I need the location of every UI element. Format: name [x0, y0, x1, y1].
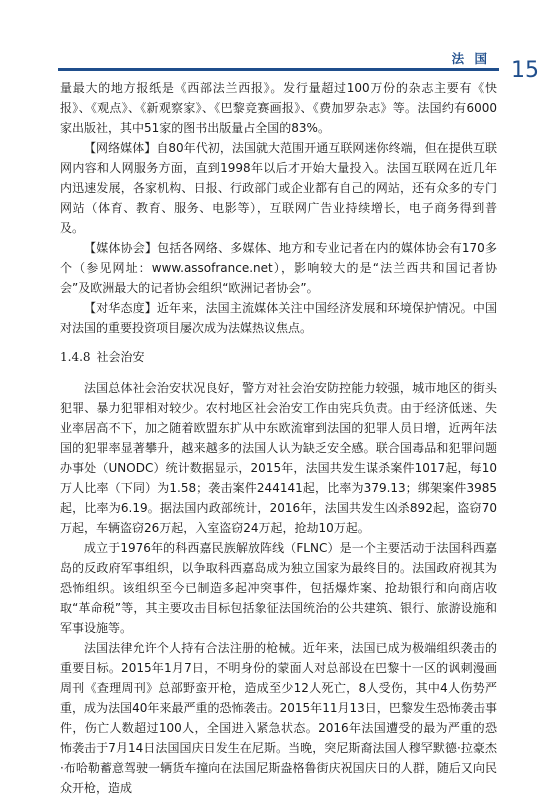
paragraph-media-associations: 【媒体协会】包括各网络、多媒体、地方和专业记者在内的媒体协会有170多个（参见网址：www.assofrance.net），影响较大的是“法兰西共和国记者协会”及欧洲最大的记者协会组织“欧洲记者协会”。 [60, 241, 497, 295]
paragraph-terror-attacks: 法国法律允许个人持有合法注册的枪械。近年来，法国已成为极端组织袭击的重要目标。2015年1月7日，不明身份的蒙面人对总部设在巴黎十一区的讽刺漫画周刊《查理周刊》总部野蛮开枪，造成至少12人死亡，8人受伤，其中4人伤势严重，成为法国40年来最严重的恐怖袭击。2015年11月13日，巴黎发生恐怖袭击事件，伤亡人数超过100人，全国进入紧急状态。2016年法国遭受的最为严重的恐怖袭击于7月14日法国国庆日发生在尼斯。当晚，突尼斯裔法国人穆罕默德·拉豪杰·布哈勒蓄意驾驶一辆货车撞向在法国尼斯盎格鲁街庆祝国庆日的人群，随后又向民众开枪，造成 [60, 641, 497, 795]
section-number: 1.4.8 [60, 350, 91, 364]
page-number: 15 [511, 58, 539, 83]
section-heading [60, 347, 497, 367]
page-body [60, 78, 497, 798]
paragraph-print-media-continued: 量最大的地方报纸是《西部法兰西报》。发行量超过100万份的杂志主要有《快报》、《观点》、《新观察家》、《巴黎竞赛画报》、《费加罗杂志》等。法国约有6000家出版社，其中51家的图书出版量占全国的83%。 [60, 81, 497, 135]
paragraph-attitude-to-china: 【对华态度】近年来，法国主流媒体关注中国经济发展和环境保护情况。中国对法国的重要投资项目屡次成为法媒热议焦点。 [60, 301, 497, 335]
chapter-title: 法 国 [451, 51, 490, 66]
section-title: 社会治安 [96, 350, 145, 364]
paragraph-public-security: 法国总体社会治安状况良好，警方对社会治安防控能力较强，城市地区的街头犯罪、暴力犯罪相对较少。农村地区社会治安工作由宪兵负责。由于经济低迷、失业率居高不下，加之随着欧盟东扩从中东欧流窜到法国的犯罪人员日增，近两年法国的犯罪率显著攀升，越来越多的法国人认为缺乏安全感。联合国毒品和犯罪问题办事处（UNODC）统计数据显示，2015年，法国共发生谋杀案件1017起，每10万人比率（下同）为1.58；袭击案件244141起，比率为379.13；绑架案件3985起，比率为6.19。据法国内政部统计，2016年，法国共发生凶杀892起，盗窃70万起，车辆盗窃26万起，入室盗窃24万起，抢劫10万起。 [60, 381, 497, 535]
paragraph-online-media: 【网络媒体】自80年代初，法国就大范围开通互联网迷你终端，但在提供互联网内容和人网服务方面，直到1998年以后才开始大量投入。法国互联网在近几年内迅速发展，各家机构、日报、行政部门或企业都有自己的网站，还有众多的专门网站（体育、教育、服务、电影等），互联网广告业持续增长，电子商务得到普及。 [60, 141, 497, 235]
paragraph-flnc: 成立于1976年的科西嘉民族解放阵线（FLNC）是一个主要活动于法国科西嘉岛的反政府军事组织，以争取科西嘉岛成为独立国家为最终目的。法国政府视其为恐怖组织。该组织至今已制造多起冲突事件，包括爆炸案、抢劫银行和向商店收取“革命税”等，其主要攻击目标包括象征法国统治的公共建筑、银行、旅游设施和军事设施等。 [60, 541, 497, 635]
header-rule [58, 68, 499, 71]
